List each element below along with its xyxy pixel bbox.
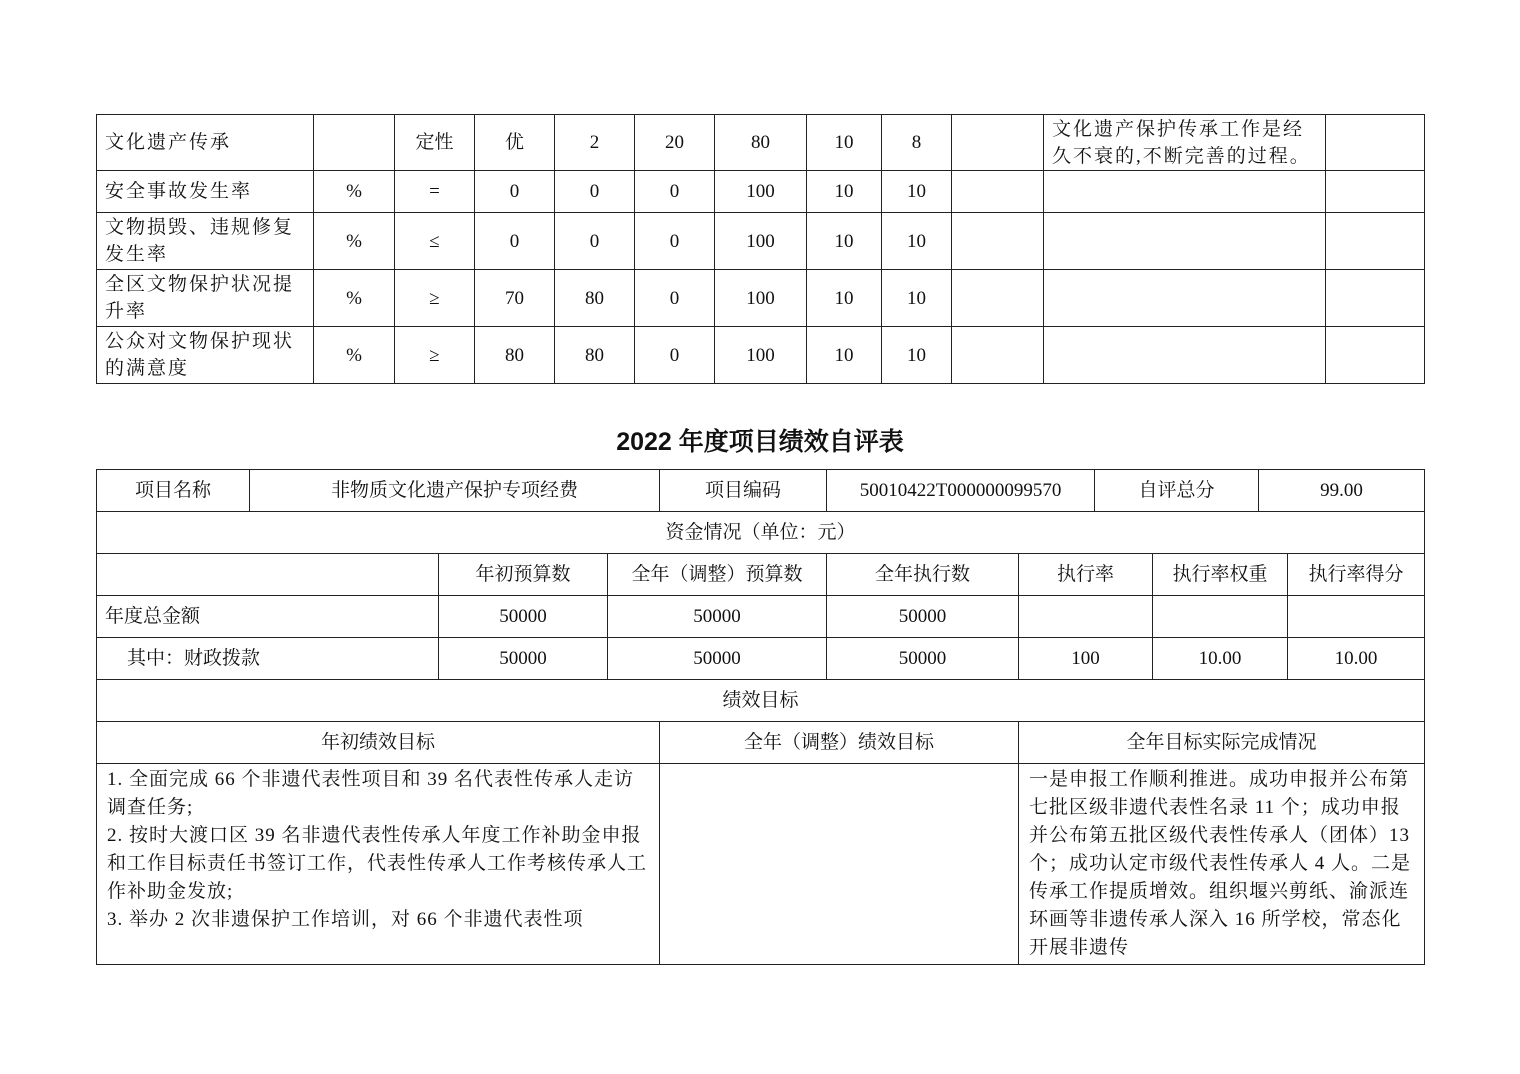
indicator-op: 定性	[395, 115, 475, 171]
indicator-target: 70	[475, 270, 555, 327]
project-code: 50010422T000000099570	[827, 470, 1095, 512]
indicator-b: 0	[635, 270, 715, 327]
indicator-blank	[952, 270, 1044, 327]
indicator-op: ≤	[395, 213, 475, 270]
indicator-c: 100	[715, 171, 807, 213]
funds-row	[97, 596, 1425, 638]
total-score: 99.00	[1259, 470, 1425, 512]
indicator-unit	[314, 115, 395, 171]
indicator-target: 0	[475, 171, 555, 213]
indicator-b: 0	[635, 171, 715, 213]
indicator-score: 10	[882, 270, 952, 327]
perf-columns	[97, 722, 1425, 764]
page-title: 2022 年度项目绩效自评表	[616, 428, 904, 456]
indicator-target: 80	[475, 327, 555, 384]
indicator-unit: %	[314, 327, 395, 384]
indicator-target: 优	[475, 115, 555, 171]
indicator-blank	[952, 327, 1044, 384]
indicator-weight: 10	[807, 327, 882, 384]
indicator-note	[1044, 213, 1326, 270]
funds-header: 资金情况（单位：元）	[97, 512, 1425, 554]
indicator-note	[1044, 270, 1326, 327]
perf-adjusted	[660, 764, 1019, 965]
perf-header: 绩效目标	[97, 680, 1425, 722]
perf-row	[97, 764, 1425, 965]
funds-cell: 50000	[827, 596, 1019, 638]
funds-row	[97, 638, 1425, 680]
indicator-note	[1044, 327, 1326, 384]
indicator-b: 0	[635, 327, 715, 384]
indicator-last	[1326, 213, 1425, 270]
indicator-blank	[952, 171, 1044, 213]
indicator-last	[1326, 115, 1425, 171]
indicator-row	[97, 115, 1425, 171]
indicator-name: 公众对文物保护现状的满意度	[97, 327, 314, 384]
indicator-table	[96, 114, 1425, 384]
funds-cell: 50000	[439, 638, 608, 680]
indicator-score: 10	[882, 213, 952, 270]
indicator-name: 文物损毁、违规修复发生率	[97, 213, 314, 270]
funds-cell: 50000	[439, 596, 608, 638]
indicator-unit: %	[314, 270, 395, 327]
funds-cell: 100	[1019, 638, 1153, 680]
project-name: 非物质文化遗产保护专项经费	[250, 470, 660, 512]
indicator-name: 文化遗产传承	[97, 115, 314, 171]
funds-cell	[1019, 596, 1153, 638]
indicator-op: ≥	[395, 327, 475, 384]
funds-cell: 10.00	[1288, 638, 1425, 680]
indicator-weight: 10	[807, 171, 882, 213]
project-name-label: 项目名称	[97, 470, 250, 512]
indicator-score: 10	[882, 327, 952, 384]
project-info-row	[97, 470, 1425, 512]
indicator-row	[97, 171, 1425, 213]
indicator-c: 100	[715, 327, 807, 384]
indicator-blank	[952, 213, 1044, 270]
indicator-op: =	[395, 171, 475, 213]
funds-col: 全年执行数	[827, 554, 1019, 596]
indicator-row	[97, 213, 1425, 270]
indicator-c: 100	[715, 270, 807, 327]
indicator-last	[1326, 171, 1425, 213]
indicator-score: 8	[882, 115, 952, 171]
indicator-row	[97, 327, 1425, 384]
indicator-note: 文化遗产保护传承工作是经久不衰的,不断完善的过程。	[1044, 115, 1326, 171]
indicator-c: 80	[715, 115, 807, 171]
indicator-b: 20	[635, 115, 715, 171]
funds-col	[97, 554, 439, 596]
funds-col: 执行率权重	[1153, 554, 1288, 596]
indicator-name: 安全事故发生率	[97, 171, 314, 213]
indicator-unit: %	[314, 213, 395, 270]
funds-cell	[1288, 596, 1425, 638]
indicator-a: 0	[555, 213, 635, 270]
total-score-label: 自评总分	[1095, 470, 1259, 512]
funds-cell: 10.00	[1153, 638, 1288, 680]
indicator-a: 2	[555, 115, 635, 171]
indicator-a: 80	[555, 327, 635, 384]
indicator-last	[1326, 270, 1425, 327]
perf-col-actual: 全年目标实际完成情况	[1019, 722, 1425, 764]
indicator-weight: 10	[807, 115, 882, 171]
funds-col: 执行率	[1019, 554, 1153, 596]
project-code-label: 项目编码	[660, 470, 827, 512]
indicator-a: 0	[555, 171, 635, 213]
indicator-op: ≥	[395, 270, 475, 327]
self-eval-table	[96, 469, 1425, 965]
indicator-weight: 10	[807, 213, 882, 270]
indicator-target: 0	[475, 213, 555, 270]
indicator-score: 10	[882, 171, 952, 213]
indicator-a: 80	[555, 270, 635, 327]
funds-col: 年初预算数	[439, 554, 608, 596]
funds-cell: 50000	[827, 638, 1019, 680]
perf-initial: 1. 全面完成 66 个非遗代表性项目和 39 名代表性传承人走访调查任务; 2. 按时大渡口区 39 名非遗代表性传承人年度工作补助金申报和工作目标责任书签订工作，代表性传承人工作考核传承人工作补助金发放; 3. 举办 2 次非遗保护工作培训，对 66 个非遗代表性项	[97, 764, 660, 965]
funds-col: 执行率得分	[1288, 554, 1425, 596]
funds-cell	[1153, 596, 1288, 638]
funds-cell: 50000	[608, 638, 827, 680]
funds-cell: 其中：财政拨款	[97, 638, 439, 680]
indicator-weight: 10	[807, 270, 882, 327]
indicator-note	[1044, 171, 1326, 213]
funds-cell: 50000	[608, 596, 827, 638]
perf-actual: 一是申报工作顺利推进。成功申报并公布第七批区级非遗代表性名录 11 个；成功申报并公布第五批区级代表性传承人（团体）13 个；成功认定市级代表性传承人 4 人。二是传承工作提质增效。组织堰兴剪纸、渝派连环画等非遗传承人深入 16 所学校，常态化开展非遗传	[1019, 764, 1425, 965]
indicator-blank	[952, 115, 1044, 171]
funds-cell: 年度总金额	[97, 596, 439, 638]
perf-col-adjusted: 全年（调整）绩效目标	[660, 722, 1019, 764]
indicator-row	[97, 270, 1425, 327]
indicator-last	[1326, 327, 1425, 384]
indicator-b: 0	[635, 213, 715, 270]
funds-col: 全年（调整）预算数	[608, 554, 827, 596]
indicator-unit: %	[314, 171, 395, 213]
indicator-name: 全区文物保护状况提升率	[97, 270, 314, 327]
indicator-c: 100	[715, 213, 807, 270]
funds-columns	[97, 554, 1425, 596]
perf-col-initial: 年初绩效目标	[97, 722, 660, 764]
